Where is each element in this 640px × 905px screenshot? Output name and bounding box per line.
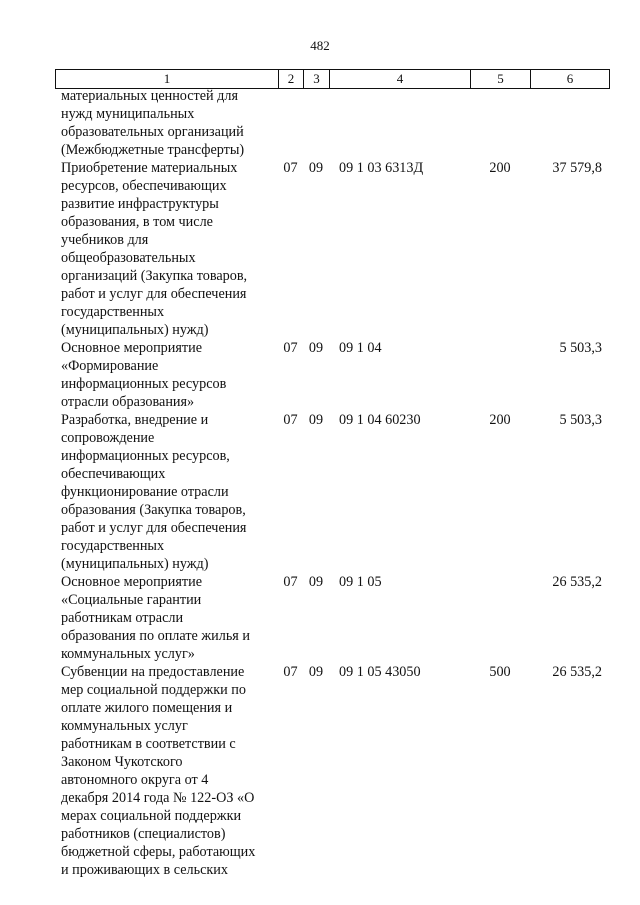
row-target-article: 09 1 03 6313Д [339, 160, 424, 176]
column-header-2: 2 [279, 70, 304, 88]
table-row [55, 159, 610, 339]
row-subsection: 09 [308, 160, 324, 176]
table-row [55, 663, 610, 879]
row-name: Основное мероприятие «Социальные гарантии работникам отрасли образования по оплате жилья и коммунальных услуг» [61, 574, 250, 662]
row-name: Разработка, внедрение и сопровождение информационных ресурсов, обеспечивающих функционирование отрасли образования (Закупка товаров, работ и услуг для обеспечения государственных (муниципальных) нужд) [61, 412, 247, 572]
row-subsection: 09 [308, 664, 324, 680]
column-header-1: 1 [56, 70, 279, 88]
row-name: Субвенции на предоставление мер социальной поддержки по оплате жилого помещения и коммунальных услуг работникам в соответствии с Законом Чукотского автономного округа от 4 декабря 2014 года № 122-ОЗ «О мерах социальной поддержки работников (специалистов) бюджетной сферы, работающих и проживающих в сельских [61, 664, 256, 878]
row-section: 07 [283, 340, 298, 356]
row-target-article: 09 1 04 [339, 340, 382, 356]
row-subsection: 09 [308, 412, 324, 428]
row-amount: 5 503,3 [559, 340, 602, 356]
row-name: Приобретение материальных ресурсов, обеспечивающих развитие инфраструктуры образования, в том числе учебников для общеобразовательных организаций (Закупка товаров, работ и услуг для обеспечения государственных (муниципальных) нужд) [61, 160, 248, 338]
row-expense-type: 500 [489, 664, 511, 680]
row-section: 07 [283, 160, 298, 176]
column-header-5: 5 [471, 70, 531, 88]
table-row [55, 87, 610, 159]
row-subsection: 09 [308, 340, 324, 356]
row-name: материальных ценностей для нужд муниципальных образовательных организаций (Межбюджетные трансферты) [61, 88, 245, 158]
table-row [55, 339, 610, 411]
table-row [55, 411, 610, 573]
row-expense-type: 200 [489, 412, 511, 428]
table-body [55, 87, 610, 879]
row-subsection: 09 [308, 574, 324, 590]
table-header [55, 69, 610, 89]
row-section: 07 [283, 412, 298, 428]
page-number: 482 [310, 38, 330, 53]
row-expense-type: 200 [489, 160, 511, 176]
column-header-3: 3 [304, 70, 330, 88]
row-target-article: 09 1 05 43050 [339, 664, 421, 680]
row-amount: 26 535,2 [552, 574, 602, 590]
row-section: 07 [283, 664, 298, 680]
column-header-6: 6 [566, 71, 574, 86]
table-row [55, 573, 610, 663]
row-name: Основное мероприятие «Формирование информационных ресурсов отрасли образования» [61, 340, 227, 410]
row-target-article: 09 1 05 [339, 574, 382, 590]
row-amount: 26 535,2 [552, 664, 602, 680]
column-header-4: 4 [330, 70, 471, 88]
row-amount: 5 503,3 [559, 412, 602, 428]
row-section: 07 [283, 574, 298, 590]
row-target-article: 09 1 04 60230 [339, 412, 421, 428]
row-amount: 37 579,8 [552, 160, 602, 176]
